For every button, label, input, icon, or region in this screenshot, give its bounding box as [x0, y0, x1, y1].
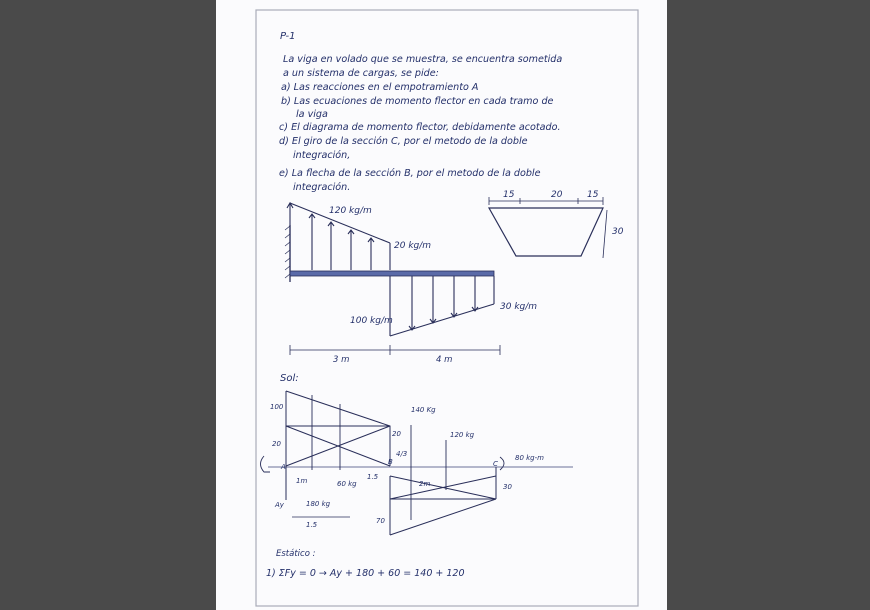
fbd-label: 1.5 [367, 473, 379, 481]
statement-line: integración. [293, 182, 351, 193]
dim-label: 15 [503, 190, 515, 200]
dim-label: 15 [587, 190, 599, 200]
fbd-label: Ay [275, 501, 284, 509]
equilibrium-equation: 1) ΣFy = 0 → Ay + 180 + 60 = 140 + 120 [266, 568, 465, 579]
statement-line: a) Las reacciones en el empotramiento A [281, 82, 479, 93]
fbd-label: 20 [272, 440, 281, 448]
statement-line: integración, [293, 150, 351, 161]
load-label: 120 kg/m [329, 206, 372, 216]
statement-line: d) El giro de la sección C, por el metodo de la doble [279, 136, 528, 147]
problem-id: P-1 [280, 31, 296, 42]
span-label: 4 m [436, 355, 453, 365]
load-label: 100 kg/m [350, 316, 393, 326]
fbd-label: 100 [270, 403, 284, 411]
dim-label: 30 [612, 227, 624, 237]
fbd-label: 120 kg [450, 431, 475, 439]
fbd-label: 2m [419, 480, 431, 488]
span-label: 3 m [333, 355, 350, 365]
statement-line: c) El diagrama de momento flector, debidamente acotado. [279, 122, 561, 133]
fbd-label: 1.5 [306, 521, 318, 529]
fbd-label: 70 [376, 517, 385, 525]
fbd-label: 30 [503, 483, 512, 491]
fbd-label: 140 Kg [411, 406, 436, 414]
fbd-label: 180 kg [306, 500, 331, 508]
statement-line: la viga [296, 109, 328, 120]
load-label: 20 kg/m [394, 241, 432, 251]
load-label: 30 kg/m [500, 302, 538, 312]
fbd-label: 4/3 [396, 450, 408, 458]
fbd-label: 1m [296, 477, 308, 485]
statement-line: b) Las ecuaciones de momento flector en cada tramo de [281, 96, 554, 107]
solution-heading: Sol: [280, 373, 299, 384]
beam [290, 271, 494, 276]
fbd-label: C [493, 460, 498, 468]
fbd-label: 80 kg-m [515, 454, 544, 462]
dim-label: 20 [551, 190, 563, 200]
fbd-label: 20 [392, 430, 401, 438]
fbd-label: B [388, 458, 393, 466]
statement-line: a un sistema de cargas, se pide: [283, 68, 439, 79]
statics-label: Estático : [276, 549, 316, 559]
fbd-label: 60 kg [337, 480, 357, 488]
fbd-label: A [281, 463, 286, 471]
statement-line: La viga en volado que se muestra, se encuentra sometida [283, 54, 563, 65]
statement-line: e) La flecha de la sección B, por el metodo de la doble [279, 168, 541, 179]
